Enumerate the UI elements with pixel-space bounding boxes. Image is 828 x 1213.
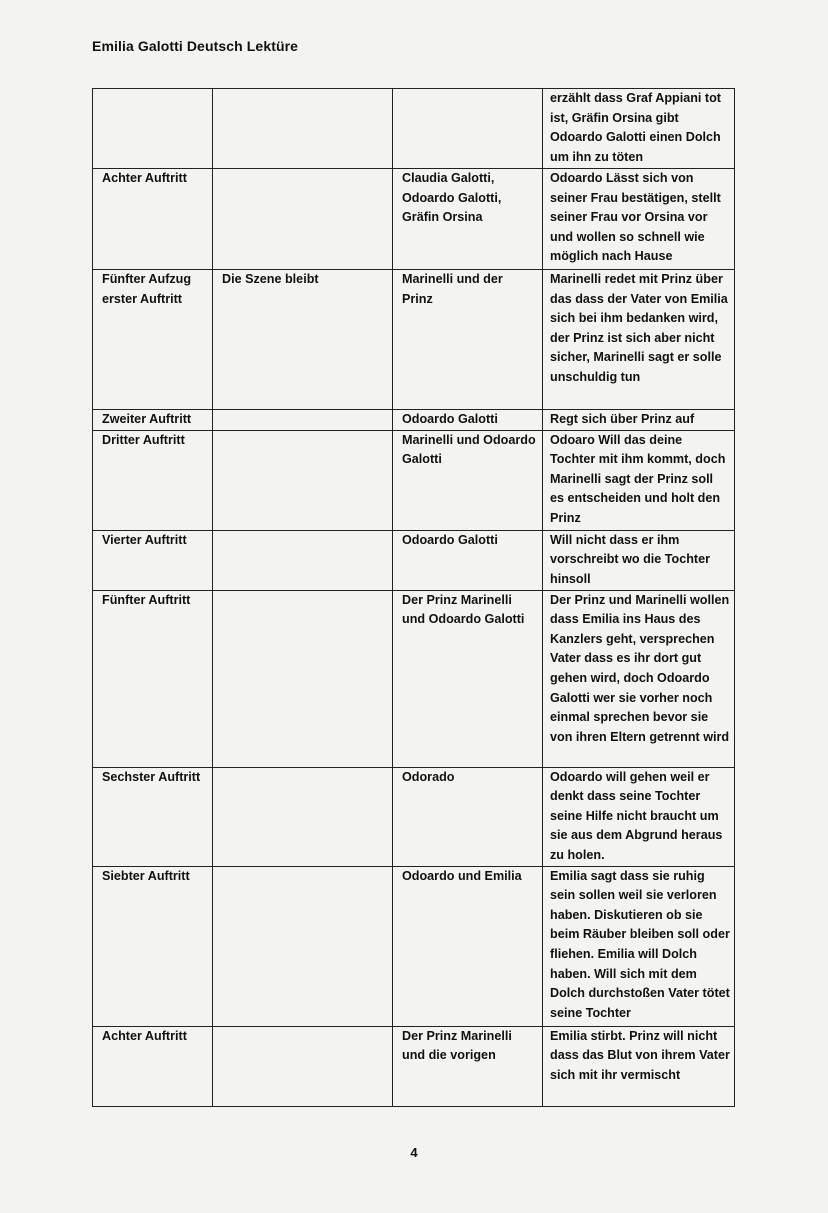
scene-cell	[93, 430, 213, 530]
scene-cell	[93, 590, 213, 767]
scene-cell	[93, 866, 213, 1026]
persons-cell: Odoardo Galotti	[393, 410, 543, 431]
summary-cell: Will nicht dass er ihm vorschreibt wo die Tochter hinsoll	[543, 530, 735, 590]
scene-cell	[93, 410, 213, 431]
persons-cell: Odoardo Galotti	[393, 530, 543, 590]
scene-label: Sechster Auftritt	[102, 769, 201, 784]
summary-cell: Odoardo Lässt sich von seiner Frau bestätigen, stellt seiner Frau vor Orsina vor und wollen so schnell wie möglich nach Hause	[543, 169, 735, 270]
table-row	[93, 89, 735, 169]
scene-cell	[93, 89, 213, 169]
setting-cell	[213, 866, 393, 1026]
setting-cell	[213, 169, 393, 270]
setting-cell: Die Szene bleibt	[213, 270, 393, 410]
scene-cell	[93, 530, 213, 590]
summary-cell: Emilia sagt dass sie ruhig sein sollen weil sie verloren haben. Diskutieren ob sie beim Räuber bleiben soll oder fliehen. Emilia will Dolch haben. Will sich mit dem Dolch durchstoßen Vater tötet seine Tochter	[543, 866, 735, 1026]
scene-label: Dritter Auftritt	[102, 432, 185, 447]
table-row	[93, 530, 735, 590]
table-row	[93, 1026, 735, 1106]
scene-cell	[93, 1026, 213, 1106]
setting-cell	[213, 89, 393, 169]
table-row	[93, 169, 735, 270]
scene-label: Vierter Auftritt	[102, 532, 187, 547]
setting-cell	[213, 590, 393, 767]
table-row	[93, 866, 735, 1026]
table-row	[93, 767, 735, 866]
setting-cell	[213, 410, 393, 431]
scene-label: Achter Auftritt	[102, 1028, 187, 1043]
scene-cell	[93, 767, 213, 866]
page-number: 4	[410, 1145, 418, 1160]
setting-cell	[213, 530, 393, 590]
summary-cell: Marinelli redet mit Prinz über das dass der Vater von Emilia sich bei ihm bedanken wird, der Prinz ist sich aber nicht sicher, Marinelli sagt er solle unschuldig tun	[543, 270, 735, 410]
scene-label: Achter Auftritt	[102, 171, 187, 185]
act-label: Fünfter Aufzug	[102, 272, 192, 286]
setting-cell	[213, 1026, 393, 1106]
setting-cell	[213, 767, 393, 866]
scene-label: Fünfter Auftritt	[102, 592, 191, 607]
page-header: Emilia Galotti Deutsch Lektüre	[92, 38, 299, 54]
scene-table	[92, 88, 735, 1107]
persons-cell: Der Prinz Marinelli und Odoardo Galotti	[393, 590, 543, 767]
persons-cell	[393, 89, 543, 169]
table-row	[93, 410, 735, 431]
summary-cell: erzählt dass Graf Appiani tot ist, Gräfin Orsina gibt Odoardo Galotti einen Dolch um ihn zu töten	[543, 89, 735, 169]
summary-cell: Regt sich über Prinz auf	[543, 410, 735, 431]
summary-cell: Odoardo will gehen weil er denkt dass seine Tochter seine Hilfe nicht braucht um sie aus dem Abgrund heraus zu holen.	[543, 767, 735, 866]
scene-label: Siebter Auftritt	[102, 868, 190, 883]
summary-cell: Emilia stirbt. Prinz will nicht dass das Blut von ihrem Vater sich mit ihr vermischt	[543, 1026, 735, 1106]
scene-label: erster Auftritt	[102, 291, 183, 306]
scene-label: Zweiter Auftritt	[102, 412, 192, 426]
scene-cell	[93, 169, 213, 270]
table-row	[93, 270, 735, 410]
persons-cell: Marinelli und der Prinz	[393, 270, 543, 410]
table-row	[93, 590, 735, 767]
setting-cell	[213, 430, 393, 530]
persons-cell: Claudia Galotti, Odoardo Galotti, Gräfin Orsina	[393, 169, 543, 270]
table-row	[93, 430, 735, 530]
persons-cell: Odorado	[393, 767, 543, 866]
persons-cell: Der Prinz Marinelli und die vorigen	[393, 1026, 543, 1106]
persons-cell: Marinelli und Odoardo Galotti	[393, 430, 543, 530]
summary-cell: Der Prinz und Marinelli wollen dass Emilia ins Haus des Kanzlers geht, versprechen Vater dass es ihr dort gut gehen wird, doch Odoardo Galotti wer sie vorher noch einmal sprechen bevor sie von ihren Eltern getrennt wird	[543, 590, 735, 767]
persons-cell: Odoardo und Emilia	[393, 866, 543, 1026]
summary-cell: Odoaro Will das deine Tochter mit ihm kommt, doch Marinelli sagt der Prinz soll es entscheiden und holt den Prinz	[543, 430, 735, 530]
scene-cell	[93, 270, 213, 410]
